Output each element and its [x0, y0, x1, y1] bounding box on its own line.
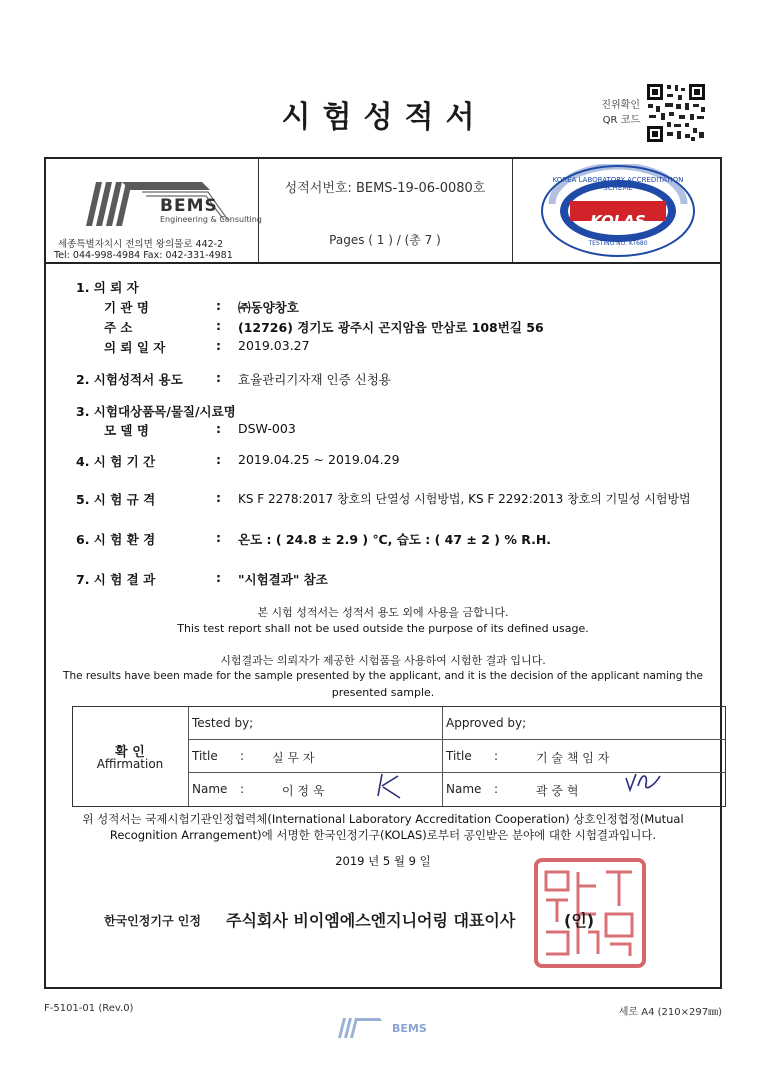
- aff-divider-2: [442, 707, 443, 806]
- section4-label: 4. 시 험 기 간: [76, 454, 156, 469]
- address-label: 주 소: [104, 320, 133, 335]
- document-title: 시험성적서: [281, 100, 487, 135]
- tester-title-label: Title: [192, 749, 218, 763]
- form-number: F-5101-01 (Rev.0): [44, 1003, 134, 1014]
- approver-name-colon: :: [494, 782, 499, 796]
- seal-mark: (인): [564, 911, 595, 930]
- qr-label-line1: 진위확인: [601, 100, 640, 111]
- section6-label: 6. 시 험 환 경: [76, 532, 156, 547]
- address-colon: :: [216, 318, 221, 333]
- footer-bems-logo-icon: [336, 1012, 384, 1040]
- header-divider-right: [512, 159, 513, 262]
- section5-colon: :: [216, 490, 221, 505]
- tester-name-label: Name: [192, 782, 228, 796]
- kolas-name: KOLAS: [590, 212, 646, 230]
- model-colon: :: [216, 421, 221, 436]
- bems-logo-text: BEMS: [160, 196, 218, 216]
- approver-name-value: 곽 중 혁: [536, 784, 579, 798]
- section3-label: 3. 시험대상품목/물질/시료명: [76, 404, 236, 419]
- request-date-value: 2019.03.27: [238, 338, 310, 353]
- affirmation-title-ko: 확 인: [115, 745, 145, 760]
- footer-bems-text: BEMS: [392, 1022, 427, 1035]
- section2-colon: :: [216, 370, 221, 385]
- qr-code-icon[interactable]: [645, 82, 707, 144]
- tested-by-label: Tested by;: [192, 716, 254, 730]
- page-count: Pages ( 1 ) / (총 7 ): [329, 233, 441, 247]
- model-label: 모 델 명: [104, 423, 149, 438]
- section7-label: 7. 시 험 결 과: [76, 572, 156, 587]
- section4-colon: :: [216, 452, 221, 467]
- issue-date: 2019 년 5 월 9 일: [335, 854, 431, 868]
- statement-line-1: 위 성적서는 국제시험기관인정협력체(International Laboratory Accreditation Cooperation) 상호인정협정(Mutual: [82, 812, 684, 826]
- statement-line-2: Recognition Arrangement)에 서명한 한국인정기구(KOLAS)로부터 공인받은 분야에 대한 시험결과입니다.: [109, 828, 657, 842]
- paper-size: 세로 A4 (210×297㎜): [618, 1007, 722, 1018]
- tester-signature-icon: [372, 770, 406, 800]
- tester-name-colon: :: [240, 782, 245, 796]
- org-label: 기 관 명: [104, 300, 149, 315]
- section7-value: "시험결과" 참조: [238, 572, 328, 587]
- company-address: 세종특별자치시 전의면 왕의물로 442-2: [58, 239, 224, 250]
- section1-label: 1. 의 뢰 자: [76, 280, 139, 295]
- section6-colon: :: [216, 530, 221, 545]
- qr-label-line2: QR 코드: [602, 115, 640, 126]
- section4-value: 2019.04.25 ~ 2019.04.29: [238, 452, 400, 467]
- address-value: (12726) 경기도 광주시 곤지암읍 만삼로 108번길 56: [238, 320, 544, 335]
- notice-ko-1: 본 시험 성적서는 성적서 용도 외에 사용을 금합니다.: [257, 606, 509, 619]
- approver-title-colon: :: [494, 749, 499, 763]
- model-value: DSW-003: [238, 421, 296, 436]
- request-date-label: 의 뢰 일 자: [104, 340, 166, 355]
- company-signatory: 주식회사 비이엠에스엔지니어링 대표이사: [226, 911, 516, 930]
- aff-divider-1: [188, 707, 189, 806]
- qr-label: [568, 98, 640, 128]
- notice-en-2b: presented sample.: [331, 686, 435, 699]
- tester-title-colon: :: [240, 749, 245, 763]
- accreditation-prefix: 한국인정기구 인정: [104, 914, 201, 928]
- kolas-number: TESTING NO. KT680: [588, 240, 648, 247]
- approved-by-label: Approved by;: [446, 716, 527, 730]
- aff-hline-1: [188, 739, 725, 740]
- section6-value: 온도 : ( 24.8 ± 2.9 ) ℃, 습도 : ( 47 ± 2 ) % R.H.: [238, 532, 552, 547]
- notice-ko-2: 시험결과는 의뢰자가 제공한 시험품을 사용하여 시험한 결과 입니다.: [220, 654, 546, 667]
- bems-logo-sub: Engineering & Consulting: [160, 215, 262, 224]
- section2-label: 2. 시험성적서 용도: [76, 372, 183, 387]
- section7-colon: :: [216, 570, 221, 585]
- company-contact: Tel: 044-998-4984 Fax: 042-331-4981: [54, 250, 233, 261]
- approver-title-label: Title: [446, 749, 472, 763]
- notice-en-1: This test report shall not be used outside the purpose of its defined usage.: [177, 622, 589, 635]
- notice-en-2a: The results have been made for the sample presented by the applicant, and it is the decision of the applicant naming the: [63, 670, 703, 682]
- request-date-colon: :: [216, 338, 221, 353]
- approver-title-value: 기 술 책 임 자: [536, 751, 610, 765]
- section2-value: 효율관리기자재 인증 신청용: [238, 372, 391, 387]
- org-value: ㈜동양창호: [238, 300, 299, 315]
- approver-name-label: Name: [446, 782, 482, 796]
- kolas-ring-text: KOREA LABORATORY ACCREDITATION SCHEME: [552, 176, 684, 192]
- affirmation-title-en: Affirmation: [96, 757, 164, 771]
- header-divider: [44, 262, 722, 264]
- section5-value: KS F 2278:2017 창호의 단열성 시험방법, KS F 2292:2013 창호의 기밀성 시험방법: [238, 492, 691, 506]
- approver-signature-icon: [622, 766, 664, 796]
- org-colon: :: [216, 298, 221, 313]
- section5-label: 5. 시 험 규 격: [76, 492, 156, 507]
- tester-title-value: 실 무 자: [272, 751, 315, 765]
- tester-name-value: 이 정 욱: [282, 784, 325, 798]
- report-number: 성적서번호: BEMS-19-06-0080호: [284, 181, 486, 196]
